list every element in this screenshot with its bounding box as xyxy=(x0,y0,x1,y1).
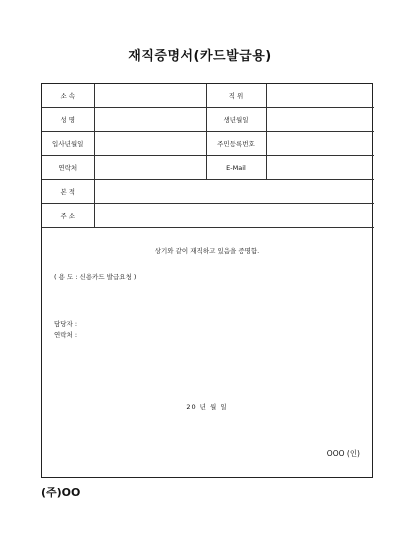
certificate-body xyxy=(42,228,372,476)
domicile-label: 본 적 xyxy=(42,180,94,204)
hire-date-label: 입사년월일 xyxy=(42,132,94,156)
address-field[interactable] xyxy=(94,204,374,228)
issue-date: 20 년 월 일 xyxy=(186,403,228,411)
affiliation-label: 소 속 xyxy=(42,84,94,108)
name-label: 성 명 xyxy=(42,108,94,132)
certification-statement: 상기와 같이 재직하고 있음을 증명함. xyxy=(154,247,260,255)
birthdate-field[interactable] xyxy=(266,108,374,132)
position-label: 직 위 xyxy=(206,84,266,108)
signature-seal: OOO (인) xyxy=(326,449,360,458)
table-row xyxy=(42,132,374,156)
purpose-text: ( 용 도 : 신용카드 발급요청 ) xyxy=(54,273,137,281)
address-label: 주 소 xyxy=(42,204,94,228)
contact-label: 연락처 : xyxy=(54,331,78,339)
phone-label: 연락처 xyxy=(42,156,94,180)
resident-number-label: 주민등록번호 xyxy=(206,132,266,156)
table-row xyxy=(42,204,374,228)
name-field[interactable] xyxy=(94,108,206,132)
company-name: (주)OO xyxy=(41,486,81,499)
table-row xyxy=(42,156,374,180)
table-row xyxy=(42,108,374,132)
position-field[interactable] xyxy=(266,84,374,108)
hire-date-field[interactable] xyxy=(94,132,206,156)
certificate-form xyxy=(41,83,373,478)
phone-field[interactable] xyxy=(94,156,206,180)
email-label: E-Mail xyxy=(206,156,266,180)
contact-person-label: 담당자 : xyxy=(54,320,78,328)
info-table xyxy=(42,84,374,228)
resident-number-field[interactable] xyxy=(266,132,374,156)
email-field[interactable] xyxy=(266,156,374,180)
birthdate-label: 생년월일 xyxy=(206,108,266,132)
contact-block xyxy=(54,319,77,341)
table-row xyxy=(42,180,374,204)
affiliation-field[interactable] xyxy=(94,84,206,108)
table-row xyxy=(42,84,374,108)
document-title: 재직증명서(카드발급용) xyxy=(128,49,272,64)
domicile-field[interactable] xyxy=(94,180,374,204)
